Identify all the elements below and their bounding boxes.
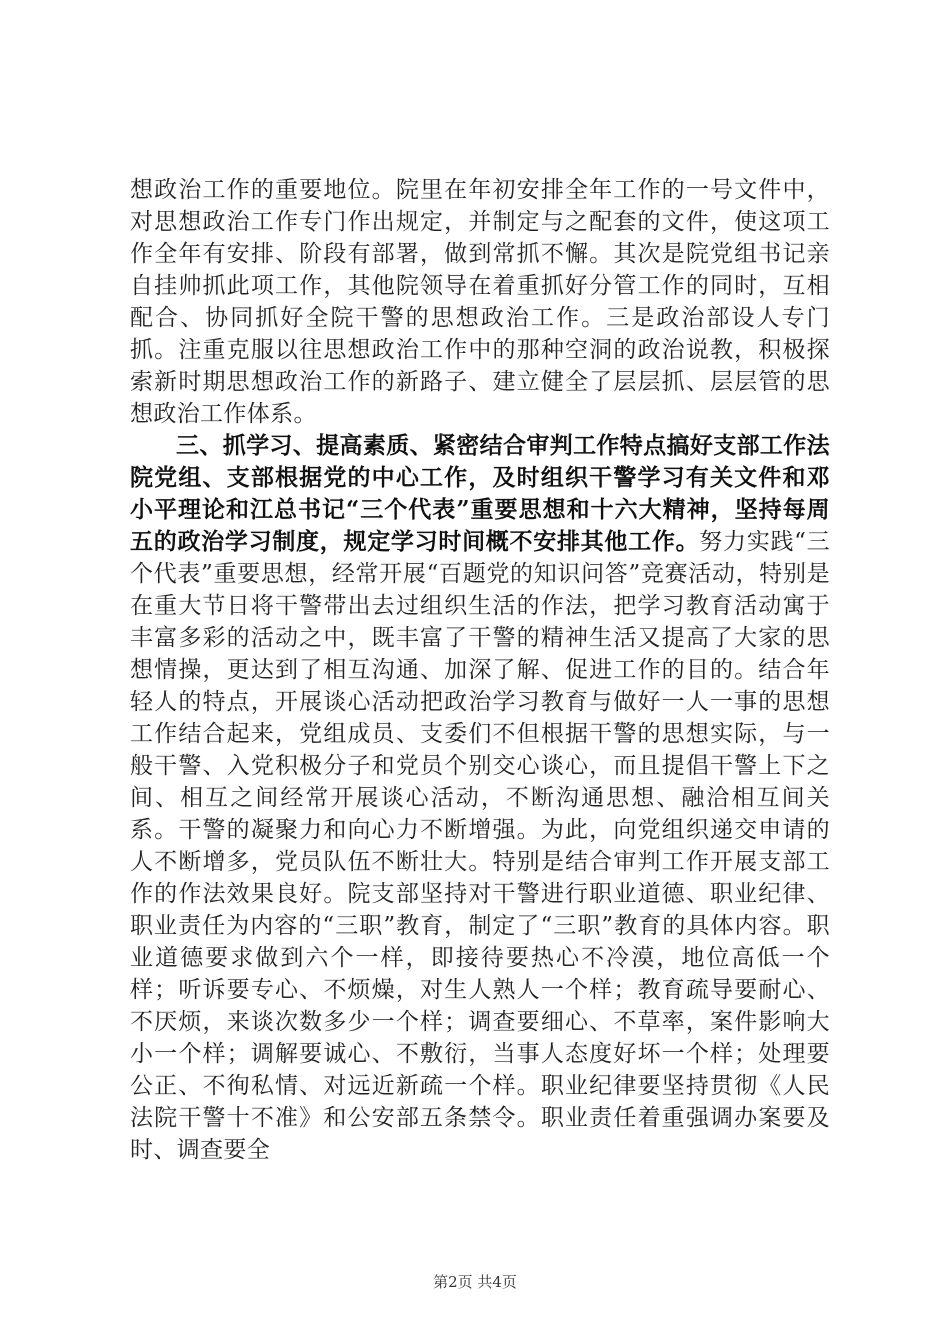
paragraph-section-three xyxy=(130,430,830,1166)
section-heading-bold: 三、抓学习、提高素质、紧密结合审判工作特点搞好支部工作法院党组、支部根据党的中心工作，及时组织干警学习有关文件和邓小平理论和江总书记“三个代表”重要思想和十六大精神，坚持每周五的政治学习制度，规定学习时间概不安排其他工作。 xyxy=(130,432,830,555)
section-body-text: 努力实践“三个代表”重要思想，经常开展“百题党的知识问答”竞赛活动，特别是在重大节日将干警带出去过组织生活的作法，把学习教育活动寓于丰富多彩的活动之中，既丰富了干警的精神生活又提高了大家的思想情操，更达到了相互沟通、加深了解、促进工作的目的。结合年轻人的特点，开展谈心活动把政治学习教育与做好一人一事的思想工作结合起来，党组成员、支委们不但根据干警的思想实际，与一般干警、入党积极分子和党员个别交心谈心，而且提倡干警上下之间、相互之间经常开展谈心活动，不断沟通思想、融洽相互间关系。干警的凝聚力和向心力不断增强。为此，向党组织递交申请的人不断增多，党员队伍不断壮大。特别是结合审判工作开展支部工作的作法效果良好。院支部坚持对干警进行职业道德、职业纪律、职业责任为内容的“三职”教育，制定了“三职”教育的具体内容。职业道德要求做到六个一样，即接待要热心不冷漠，地位高低一个样；听诉要专心、不烦燥，对生人熟人一个样；教育疏导要耐心、不厌烦，来谈次数多少一个样；调查要细心、不草率，案件影响大小一个样；调解要诚心、不敷衍，当事人态度好坏一个样；处理要公正、不徇私情、对远近新疏一个样。职业纪律要坚持贯彻《人民法院干警十不准》和公安部五条禁令。职业责任着重强调办案要及时、调查要全 xyxy=(130,529,831,1163)
paragraph-continuation: 想政治工作的重要地位。院里在年初安排全年工作的一号文件中，对思想政治工作专门作出规定，并制定与之配套的文件，使这项工作全年有安排、阶段有部署，做到常抓不懈。其次是院党组书记亲自挂帅抓此项工作，其他院领导在着重抓好分管工作的同时，互相配合、协同抓好全院干警的思想政治工作。三是政治部设人专门抓。注重克服以往思想政治工作中的那种空洞的政治说教，积极探索新时期思想政治工作的新路子、建立健全了层层抓、层层管的思想政治工作体系。 xyxy=(130,177,830,427)
document-body xyxy=(130,174,830,1166)
page-number-footer: 第2页 共4页 xyxy=(433,1273,517,1291)
